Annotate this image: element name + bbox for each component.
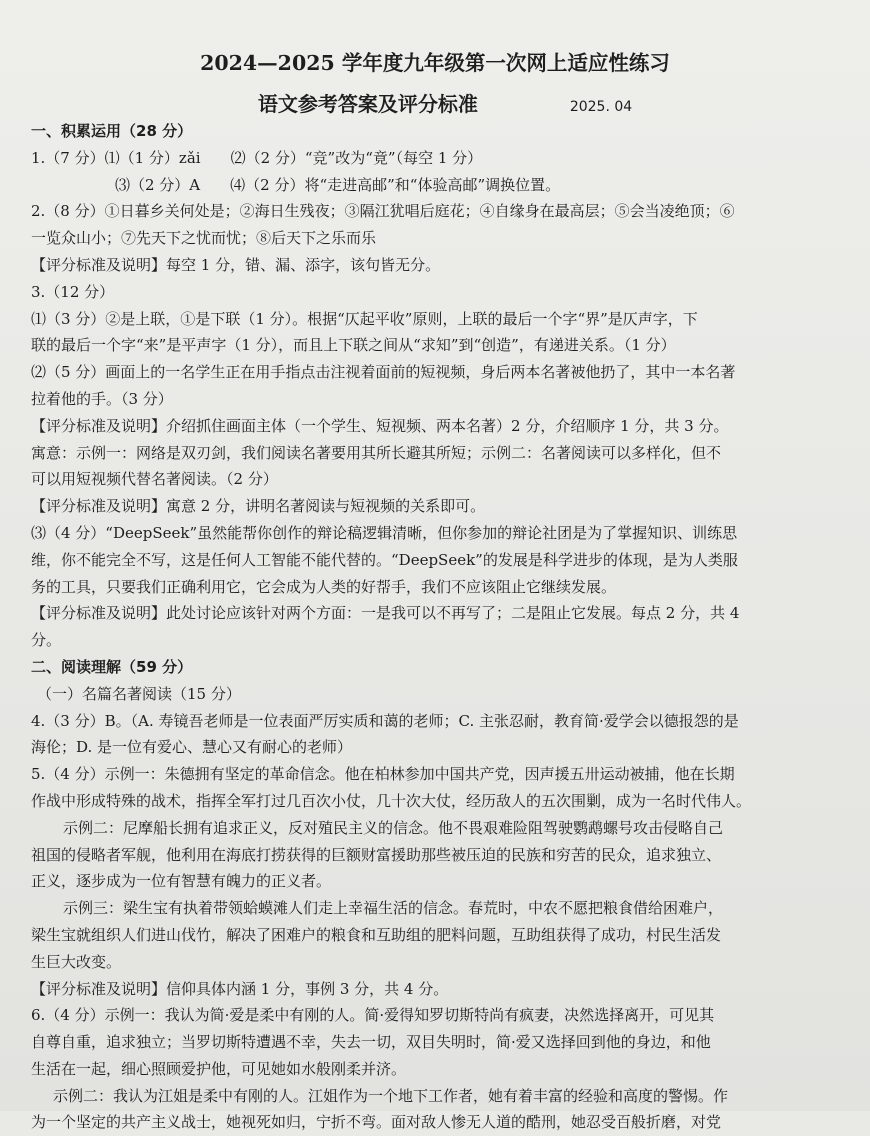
answer-line: 5.（4 分）示例一：朱德拥有坚定的革命信念。他在柏林参加中国共产党，因声援五卅运动被捕，他在长期: [31, 765, 735, 784]
answer-line: ⑵（5 分）画面上的一名学生正在用手指点击注视着面前的短视频，身后两本名著被他扔了，其中一本名著: [31, 363, 736, 382]
page-subtitle-row: [0, 88, 870, 117]
answer-line: ⑶（4 分）“DeepSeek”虽然能帮你创作的辩论稿逻辑清晰，但你参加的辩论社团是为了掌握知识、训练思: [31, 523, 738, 542]
answer-line: 正义，逐步成为一位有智慧有魄力的正义者。: [31, 872, 332, 891]
answer-line: 寓意：示例一：网络是双刃剑，我们阅读名著要用其所长避其所短；示例二：名著阅读可以多样化，但不: [31, 443, 722, 462]
answer-line: 生活在一起，细心照顾爱护他，可见她如水般刚柔并济。: [31, 1059, 407, 1078]
answer-line: 生巨大改变。: [31, 952, 122, 971]
scoring-note: 【评分标准及说明】介绍抓住画面主体（一个学生、短视频、两本名著）2 分，介绍顺序 1 分，共 3 分。: [31, 416, 729, 435]
answer-line: 联的最后一个字“来”是平声字（1 分），而且上下联之间从“求知”到“创造”，有递进关系。（1 分）: [31, 336, 676, 355]
answer-line: 6.（4 分）示例一：我认为简·爱是柔中有刚的人。简·爱得知罗切斯特尚有疯妻，决然选择离开，可见其: [31, 1006, 715, 1025]
answer-line: 拉着他的手。（3 分）: [31, 389, 173, 408]
answer-line: 3.（12 分）: [31, 282, 115, 301]
scoring-note: 【评分标准及说明】每空 1 分，错、漏、添字，该句皆无分。: [31, 255, 441, 274]
answer-line: ⑴（3 分）②是上联，①是下联（1 分）。根据“仄起平收”原则，上联的最后一个字“界”是仄声字，下: [31, 309, 698, 328]
answer-line: 1.（7 分）⑴（1 分）zǎi ⑵（2 分）“竞”改为“竟”（每空 1 分）: [31, 148, 483, 167]
answer-line: ⑶（2 分）A ⑷（2 分）将“走进高邮”和“体验高邮”调换位置。: [115, 175, 561, 194]
answer-line: 一览众山小；⑦先天下之忧而忧；⑧后天下之乐而乐: [31, 229, 377, 248]
answer-line: 2.（8 分）①日暮乡关何处是；②海日生残夜；③隔江犹唱后庭花；④自缘身在最高层；⑤会当凌绝顶；⑥: [31, 202, 735, 221]
answer-line: 祖国的侵略者军舰，他利用在海底打捞获得的巨额财富援助那些被压迫的民族和穷苦的民众，追求独立、: [31, 845, 722, 864]
answer-line: 为一个坚定的共产主义战士，她视死如归，宁折不弯。面对敌人惨无人道的酷刑，她忍受百般折磨，对党: [31, 1113, 722, 1132]
scoring-note: 【评分标准及说明】此处讨论应该针对两个方面：一是我可以不再写了；二是阻止它发展。每点 2 分，共 4: [31, 604, 740, 623]
document-date: 2025. 04: [569, 99, 633, 115]
answer-line: 作战中形成特殊的战术，指挥全军打过几百次小仗，几十次大仗，经历敌人的五次围剿，成为一名时代伟人。: [31, 791, 752, 810]
answer-line: 海伦；D. 是一位有爱心、慧心又有耐心的老师）: [31, 738, 353, 757]
answer-line: 示例三：梁生宝有执着带领蛤蟆滩人们走上幸福生活的信念。春荒时，中农不愿把粮食借给困难户，: [63, 899, 724, 918]
answer-line: 梁生宝就组织人们进山伐竹，解决了困难户的粮食和互助组的肥料问题，互助组获得了成功，村民生活发: [31, 925, 722, 944]
section-heading: 二、阅读理解（59 分）: [31, 657, 193, 676]
answer-line: 可以用短视频代替名著阅读。（2 分）: [31, 470, 278, 489]
answer-body: [31, 118, 841, 1132]
answer-line: 分。: [31, 631, 62, 650]
answer-line: 务的工具，只要我们正确利用它，它会成为人类的好帮手，我们不应该阻止它继续发展。: [31, 577, 617, 596]
answer-line: 自尊自重，追求独立；当罗切斯特遭遇不幸，失去一切，双目失明时，简·爱又选择回到他的身边，和他: [31, 1033, 711, 1052]
page-subtitle: 语文参考答案及评分标准: [257, 92, 478, 116]
subsection-heading: （一）名篇名著阅读（15 分）: [37, 684, 241, 703]
answer-line: 4.（3 分）B。（A. 寿镜吾老师是一位表面严厉实质和蔼的老师；C. 主张忍耐，教育简·爱学会以德报怨的是: [31, 711, 739, 730]
scoring-note: 【评分标准及说明】信仰具体内涵 1 分，事例 3 分，共 4 分。: [31, 979, 449, 998]
answer-line: 维，你不能完全不写，这是任何人工智能不能代替的。“DeepSeek”的发展是科学进步的体现，是为人类服: [31, 550, 738, 569]
answer-line: 示例二：我认为江姐是柔中有刚的人。江姐作为一个地下工作者，她有着丰富的经验和高度的警惕。作: [53, 1086, 729, 1105]
page-title: 2024—2025 学年度九年级第一次网上适应性练习: [200, 51, 670, 75]
section-heading: 一、积累运用（28 分）: [31, 122, 193, 140]
scoring-note: 【评分标准及说明】寓意 2 分，讲明名著阅读与短视频的关系即可。: [31, 497, 486, 516]
answer-line: 示例二：尼摩船长拥有追求正义，反对殖民主义的信念。他不畏艰难险阻驾驶鹦鹉螺号攻击侵略自己: [63, 818, 724, 837]
